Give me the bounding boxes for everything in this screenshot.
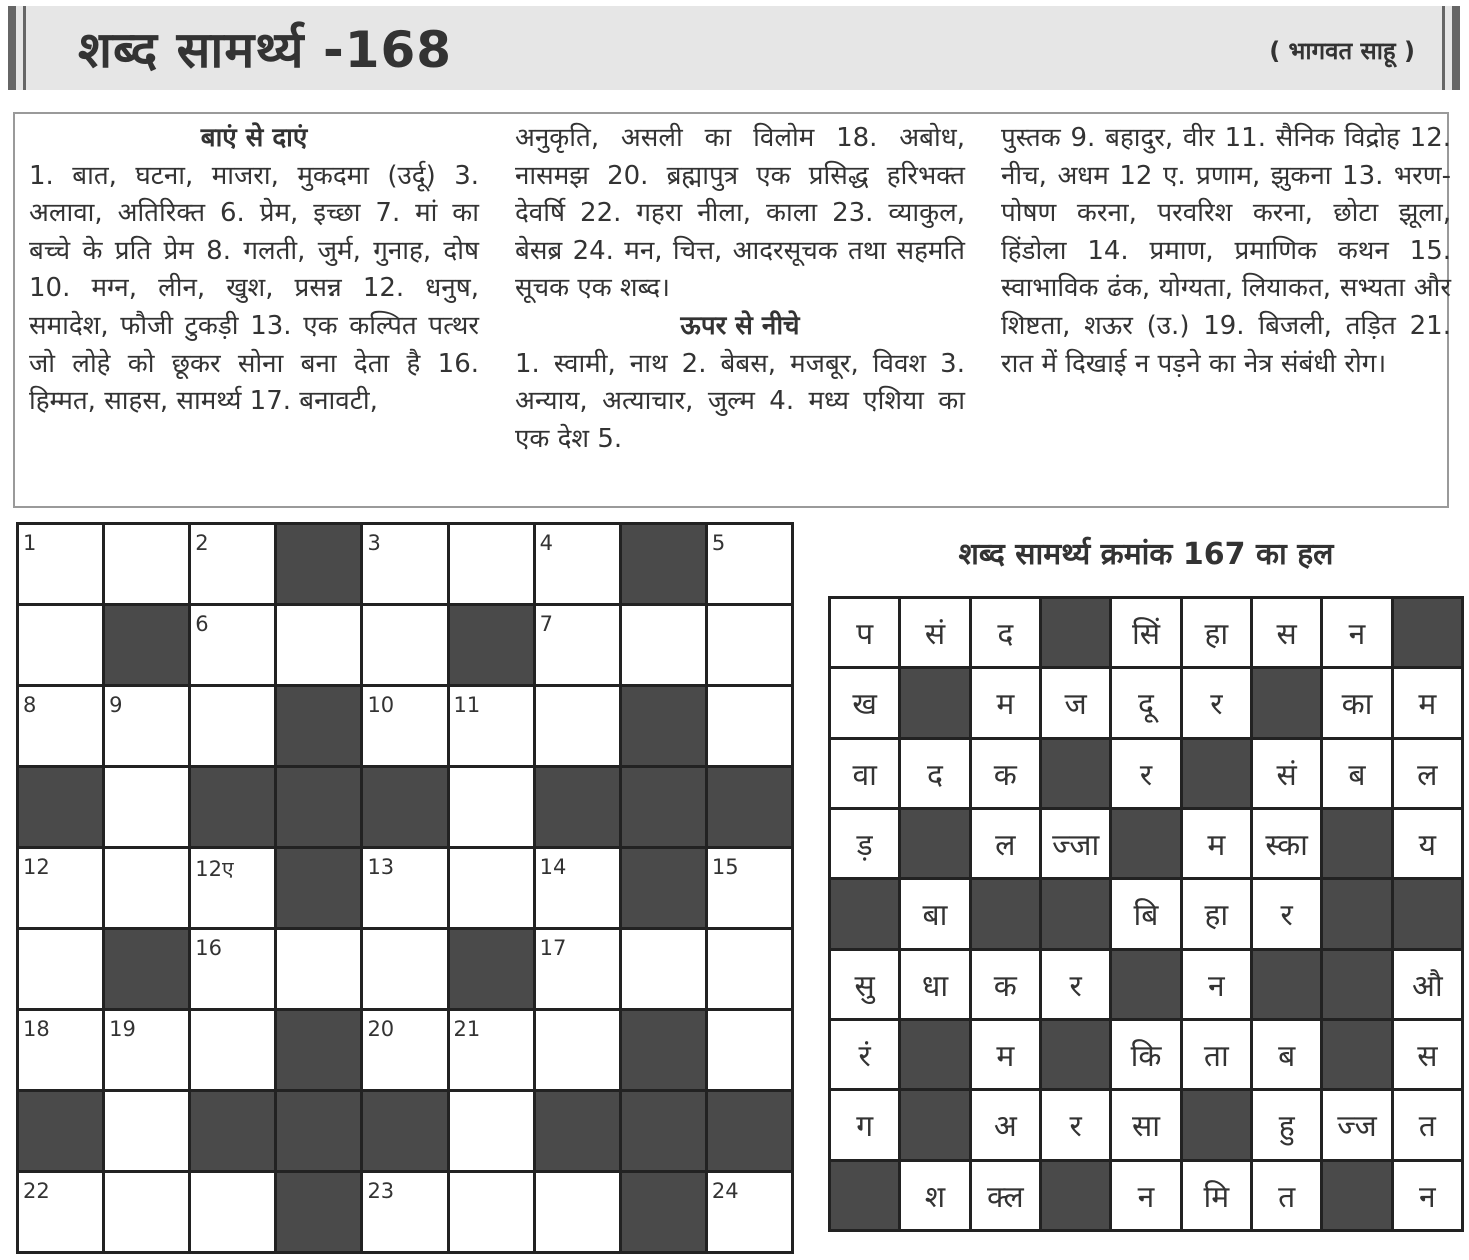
solution-black-cell [1042,880,1109,947]
solution-cell: दू [1112,669,1179,736]
crossword-black-cell [363,1092,446,1170]
crossword-cell[interactable] [536,687,619,765]
solution-cell: हु [1253,1091,1320,1158]
crossword-black-cell [277,1173,360,1251]
solution-black-cell [901,810,968,877]
clue-number: 10 [367,693,395,717]
crossword-cell[interactable] [105,687,188,765]
clue-number: 2 [195,531,209,555]
solution-cell: ब [1253,1021,1320,1088]
crossword-black-cell [536,1092,619,1170]
crossword-black-cell [105,606,188,684]
solution-black-cell [901,1091,968,1158]
crossword-cell[interactable] [191,1173,274,1251]
down-heading: ऊपर से नीचे [680,310,800,341]
clue-number: 23 [367,1179,395,1203]
across-clues-part-2: अनुकृति, असली का विलोम 18. अबोध, नासमझ 20. ब्रह्मापुत्र एक प्रसिद्ध हरिभक्त देवर्षि 22. गहरा नीला, काला 23. व्याकुल, बेसब्र 24. मन, चित्त, आदरसूचक तथा सहमति सूचक एक शब्द। [515,123,965,304]
crossword-black-cell [105,930,188,1008]
crossword-cell[interactable] [363,687,446,765]
clue-number: 3 [367,531,381,555]
crossword-cell[interactable] [536,606,619,684]
crossword-black-cell [277,768,360,846]
crossword-cell[interactable] [19,849,102,927]
crossword-cell[interactable] [708,606,791,684]
crossword-black-cell [277,687,360,765]
crossword-cell[interactable] [105,1173,188,1251]
crossword-black-cell [19,1092,102,1170]
clues-box [13,112,1449,508]
solution-black-cell [1394,880,1461,947]
solution-cell: त [1394,1091,1461,1158]
crossword-cell[interactable] [622,930,705,1008]
crossword-black-cell [622,525,705,603]
crossword-black-cell [622,1011,705,1089]
clue-number: 17 [539,936,567,960]
solution-black-cell [1323,1162,1390,1229]
crossword-black-cell [277,1011,360,1089]
solution-cell: न [1323,599,1390,666]
solution-cell: कि [1112,1021,1179,1088]
solution-cell: ज्जा [1042,810,1109,877]
solution-cell: य [1394,810,1461,877]
clue-number: 12ए [195,857,234,881]
solution-cell: म [1394,669,1461,736]
crossword-cell[interactable] [191,930,274,1008]
clue-number: 15 [711,855,739,879]
crossword-black-cell [622,1173,705,1251]
crossword-cell[interactable] [536,849,619,927]
crossword-cell[interactable] [105,1092,188,1170]
solution-cell: सिं [1112,599,1179,666]
crossword-cell[interactable] [19,1173,102,1251]
solution-cell: म [972,669,1039,736]
solution-cell: औ [1394,951,1461,1018]
across-clues-part-1: 1. बात, घटना, माजरा, मुकदमा (उर्दू) 3. अलावा, अतिरिक्त 6. प्रेम, इच्छा 7. मां का बच्चे के प्रति प्रेम 8. गलती, जुर्म, गुनाह, दोष 10. मग्न, लीन, खुश, प्रसन्न 12. धनुष, समादेश, फौजी टुकड़ी 13. एक कल्पित पत्थर जो लोहे को छूकर सोना बना देता है 16. हिम्मत, साहस, सामर्थ्य 17. बनावटी, [29,160,479,417]
clue-number: 24 [711,1179,739,1203]
solution-black-cell [1253,669,1320,736]
solution-cell: क [972,740,1039,807]
solution-black-cell [831,1162,898,1229]
solution-cell: का [1323,669,1390,736]
solution-cell: र [1183,669,1250,736]
solution-cell: स्का [1253,810,1320,877]
solution-black-cell [1042,1021,1109,1088]
solution-cell: स [1253,599,1320,666]
header-right-bar [1452,6,1460,90]
crossword-cell[interactable] [191,525,274,603]
crossword-black-cell [622,768,705,846]
solution-black-cell [1042,599,1109,666]
crossword-black-cell [191,768,274,846]
solution-cell: ज [1042,669,1109,736]
solution-black-cell [1253,951,1320,1018]
clue-number: 14 [539,855,567,879]
clue-number: 19 [109,1017,136,1041]
crossword-cell[interactable] [191,687,274,765]
solution-cell: बा [901,880,968,947]
solution-cell: क [972,951,1039,1018]
solution-black-cell [1112,951,1179,1018]
crossword-cell[interactable] [19,930,102,1008]
solution-cell: म [972,1021,1039,1088]
solution-cell: न [1112,1162,1179,1229]
solution-cell: क्ल [972,1162,1039,1229]
solution-cell: ब [1323,740,1390,807]
solution-cell: न [1183,951,1250,1018]
header-right-thin-bar [1442,6,1445,90]
solution-black-cell [901,1021,968,1088]
solution-grid [828,596,1464,1232]
crossword-cell[interactable] [105,525,188,603]
solution-cell: सं [1253,740,1320,807]
solution-cell: प [831,599,898,666]
crossword-cell[interactable] [363,849,446,927]
solution-black-cell [1394,599,1461,666]
crossword-cell[interactable] [450,1011,533,1089]
crossword-cell[interactable] [105,1011,188,1089]
crossword-black-cell [622,687,705,765]
crossword-black-cell [536,768,619,846]
crossword-cell[interactable] [708,1011,791,1089]
solution-black-cell [831,880,898,947]
crossword-black-cell [277,1092,360,1170]
crossword-cell[interactable] [622,606,705,684]
solution-cell: वा [831,740,898,807]
crossword-black-cell [277,849,360,927]
crossword-cell[interactable] [450,687,533,765]
clue-number: 6 [195,612,209,636]
crossword-cell[interactable] [277,930,360,1008]
crossword-cell[interactable] [191,849,274,927]
down-clues-part-1: 1. स्वामी, नाथ 2. बेबस, मजबूर, विवश 3. अन्याय, अत्याचार, जुल्म 4. मध्य एशिया का एक देश 5. [515,348,965,454]
crossword-black-cell [622,849,705,927]
solution-black-cell [1183,740,1250,807]
clue-number: 7 [539,612,554,636]
header-banner [8,6,1460,90]
clue-number: 22 [23,1179,50,1203]
crossword-cell[interactable] [536,1011,619,1089]
solution-black-cell [1042,740,1109,807]
crossword-cell[interactable] [191,606,274,684]
solution-cell: द [901,740,968,807]
solution-cell: सु [831,951,898,1018]
solution-cell: अ [972,1091,1039,1158]
crossword-black-cell [708,768,791,846]
solution-cell: ता [1183,1021,1250,1088]
crossword-cell[interactable] [708,525,791,603]
crossword-cell[interactable] [450,768,533,846]
clue-number: 13 [367,855,395,879]
crossword-cell[interactable] [277,606,360,684]
solution-cell: धा [901,951,968,1018]
clues-column-3 [1001,120,1451,383]
clue-number: 1 [23,531,37,555]
crossword-black-cell [708,1092,791,1170]
crossword-black-cell [450,930,533,1008]
crossword-cell[interactable] [105,849,188,927]
crossword-black-cell [277,525,360,603]
clue-number: 5 [711,531,726,555]
solution-cell: ग [831,1091,898,1158]
clue-number: 4 [539,531,554,555]
solution-cell: रं [831,1021,898,1088]
solution-cell: हा [1183,880,1250,947]
crossword-cell[interactable] [536,930,619,1008]
solution-black-cell [1112,810,1179,877]
solution-black-cell [1183,1091,1250,1158]
solution-cell: त [1253,1162,1320,1229]
header-left-thin-bar [23,6,26,90]
crossword-cell[interactable] [105,768,188,846]
solution-black-cell [1323,880,1390,947]
solution-cell: र [1253,880,1320,947]
solution-cell: ख [831,669,898,736]
clue-number: 11 [453,693,481,717]
solution-black-cell [1323,810,1390,877]
solution-cell: र [1112,740,1179,807]
solution-cell: न [1394,1162,1461,1229]
solution-cell: स [1394,1021,1461,1088]
solution-cell: र [1042,951,1109,1018]
solution-cell: सं [901,599,968,666]
crossword-black-cell [622,1092,705,1170]
crossword-cell[interactable] [450,1173,533,1251]
crossword-cell[interactable] [450,525,533,603]
crossword-cell[interactable] [363,525,446,603]
crossword-cell[interactable] [450,849,533,927]
clue-number: 18 [23,1017,50,1041]
solution-cell: म [1183,810,1250,877]
clue-number: 9 [109,693,123,717]
solution-cell: ज्ज [1323,1091,1390,1158]
crossword-cell[interactable] [450,1092,533,1170]
crossword-cell[interactable] [191,1011,274,1089]
crossword-black-cell [19,768,102,846]
down-clues-part-2: पुस्तक 9. बहादुर, वीर 11. सैनिक विद्रोह 12. नीच, अधम 12 ए. प्रणाम, झुकना 13. भरण-पोषण करना, परवरिश करना, छोटा झूला, हिंडोला 14. प्रमाण, प्रमाणिक कथन 15. स्वाभाविक ढंक, योग्यता, लियाकत, सभ्यता और शिष्टता, शऊर (उ.) 19. बिजली, तड़ित 21. रात में दिखाई न पड़ने का नेत्र संबंधी रोग। [1001,123,1451,379]
crossword-cell[interactable] [363,1011,446,1089]
solution-black-cell [1323,951,1390,1018]
clues-column-1 [29,120,479,421]
clue-number: 16 [195,936,222,960]
page-title: शब्द सामर्थ्य -168 [78,21,453,79]
solution-cell: ड़ [831,810,898,877]
crossword-cell[interactable] [19,525,102,603]
clue-number: 8 [23,693,37,717]
solution-title: शब्द सामर्थ्य क्रमांक 167 का हल [958,537,1334,572]
solution-cell: श [901,1162,968,1229]
crossword-grid [16,522,794,1254]
solution-cell: सा [1112,1091,1179,1158]
crossword-cell[interactable] [363,606,446,684]
header-left-bar [8,6,16,90]
solution-cell: द [972,599,1039,666]
across-heading: बाएं से दाएं [200,123,308,153]
crossword-cell[interactable] [708,1173,791,1251]
crossword-cell[interactable] [363,930,446,1008]
clue-number: 20 [367,1017,395,1041]
crossword-cell[interactable] [19,1011,102,1089]
solution-cell: ल [1394,740,1461,807]
clue-number: 21 [453,1017,481,1041]
solution-cell: मि [1183,1162,1250,1229]
crossword-cell[interactable] [19,687,102,765]
crossword-cell[interactable] [708,849,791,927]
solution-cell: ल [972,810,1039,877]
crossword-cell[interactable] [708,930,791,1008]
crossword-cell[interactable] [363,1173,446,1251]
clues-column-2 [515,120,965,458]
solution-cell: हा [1183,599,1250,666]
crossword-cell[interactable] [19,606,102,684]
solution-black-cell [1323,1021,1390,1088]
crossword-black-cell [191,1092,274,1170]
author-credit: ( भागवत साहू ) [1269,37,1415,65]
solution-cell: र [1042,1091,1109,1158]
solution-black-cell [901,669,968,736]
solution-cell: बि [1112,880,1179,947]
solution-black-cell [972,880,1039,947]
crossword-black-cell [363,768,446,846]
clue-number: 12 [23,855,50,879]
solution-black-cell [1042,1162,1109,1229]
crossword-cell[interactable] [708,687,791,765]
crossword-black-cell [450,606,533,684]
crossword-cell[interactable] [536,1173,619,1251]
crossword-cell[interactable] [536,525,619,603]
